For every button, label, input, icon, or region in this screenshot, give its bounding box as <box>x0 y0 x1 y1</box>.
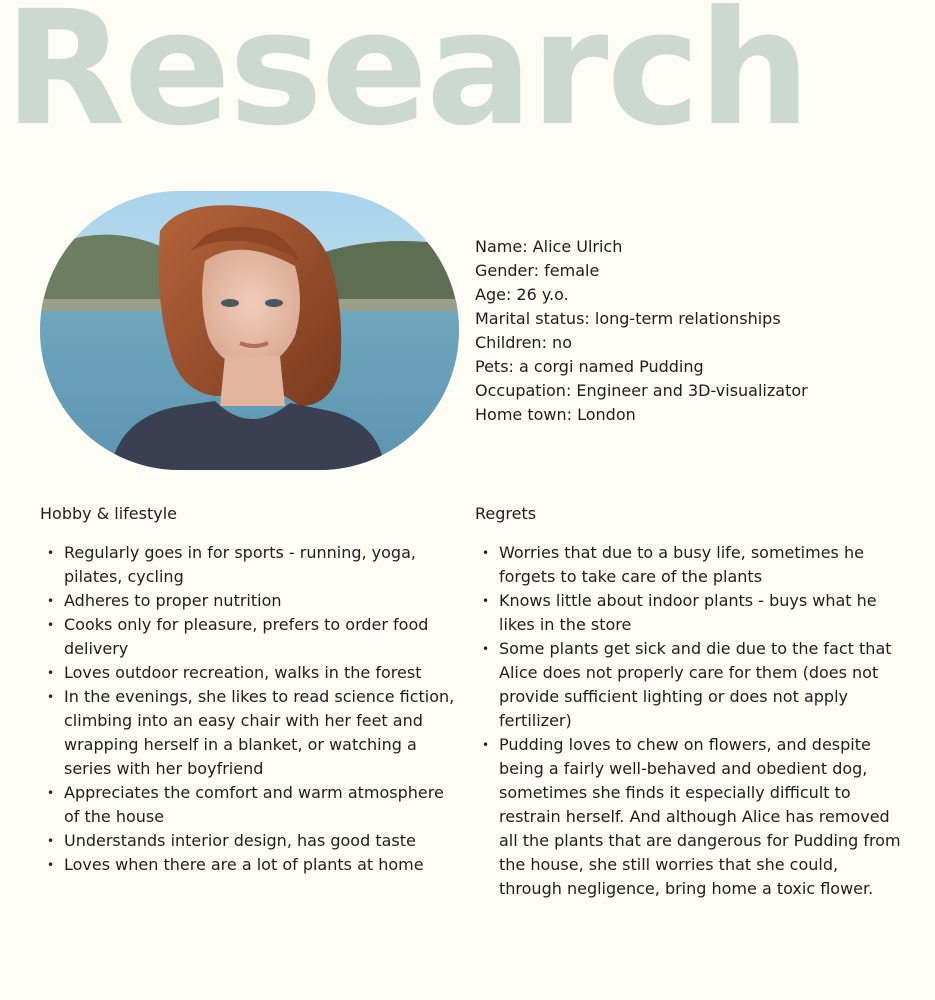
regrets-heading: Regrets <box>475 504 537 523</box>
profile-details <box>475 235 808 427</box>
profile-pets: Pets: a corgi named Pudding <box>475 357 704 376</box>
list-item: • Regularly goes in for sports - running, yoga, pilates, cycling <box>40 541 460 589</box>
profile-children: Children: no <box>475 333 572 352</box>
list-item: • Some plants get sick and die due to the fact that Alice does not properly care for them (does not provide sufficient lighting or does not apply fertilizer) <box>475 637 905 733</box>
profile-photo <box>40 191 459 470</box>
profile-age: Age: 26 y.o. <box>475 285 569 304</box>
list-item: • Cooks only for pleasure, prefers to order food delivery <box>40 613 460 661</box>
list-item: • Knows little about indoor plants - buys what he likes in the store <box>475 589 905 637</box>
portrait-photo-icon <box>40 191 459 470</box>
hobby-section <box>40 503 460 877</box>
hobby-list <box>40 541 460 877</box>
profile-marital-status: Marital status: long-term relationships <box>475 309 781 328</box>
list-item: • Understands interior design, has good taste <box>40 829 460 853</box>
profile-name: Name: Alice Ulrich <box>475 237 623 256</box>
page-title: Research <box>4 0 809 161</box>
list-item: • Adheres to proper nutrition <box>40 589 460 613</box>
list-item: • Loves when there are a lot of plants at home <box>40 853 460 877</box>
profile-home-town: Home town: London <box>475 405 636 424</box>
regrets-section <box>475 503 905 901</box>
hobby-heading: Hobby & lifestyle <box>40 504 177 523</box>
profile-gender: Gender: female <box>475 261 600 280</box>
list-item: • Loves outdoor recreation, walks in the forest <box>40 661 460 685</box>
profile-occupation: Occupation: Engineer and 3D-visualizator <box>475 381 808 400</box>
list-item: • Worries that due to a busy life, sometimes he forgets to take care of the plants <box>475 541 905 589</box>
list-item: • Pudding loves to chew on flowers, and despite being a fairly well-behaved and obedient dog, sometimes she finds it especially difficult to restrain herself. And although Alice has removed all the plants that are dangerous for Pudding from the house, she still worries that she could, through negligence, bring home a toxic flower. <box>475 733 905 901</box>
list-item: • In the evenings, she likes to read science fiction, climbing into an easy chair with her feet and wrapping herself in a blanket, or watching a series with her boyfriend <box>40 685 460 781</box>
regrets-list <box>475 541 905 901</box>
list-item: • Appreciates the comfort and warm atmosphere of the house <box>40 781 460 829</box>
